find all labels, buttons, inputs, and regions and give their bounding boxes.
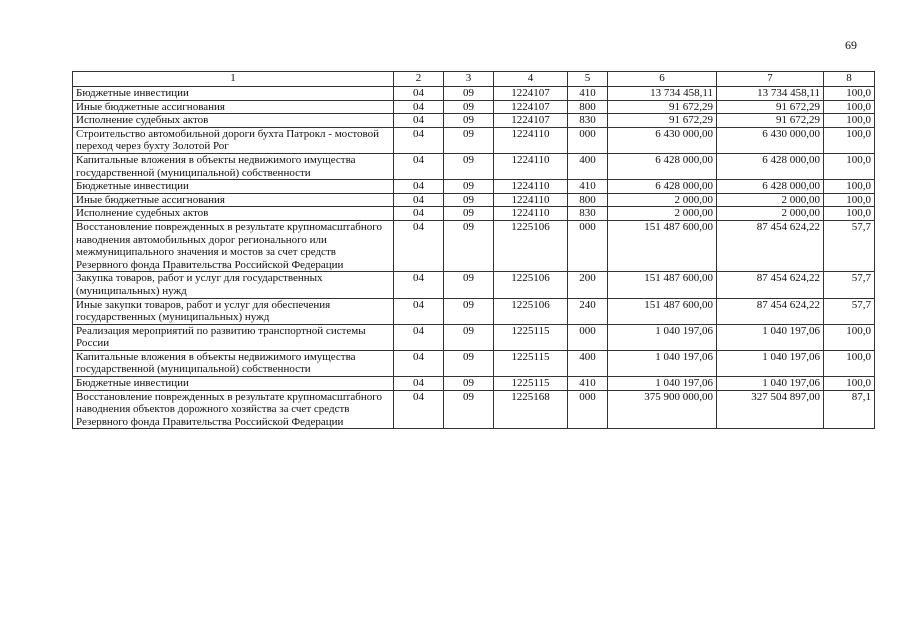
cell-col4: 1224110 (494, 153, 568, 179)
cell-col3: 09 (444, 153, 494, 179)
cell-name: Капитальные вложения в объекты недвижимого имущества государственной (муниципальной) собственности (73, 153, 394, 179)
cell-col6: 151 487 600,00 (608, 272, 717, 298)
cell-col2: 04 (394, 324, 444, 350)
cell-col4: 1224110 (494, 180, 568, 194)
table-header-row (73, 72, 875, 87)
cell-col5: 200 (568, 272, 608, 298)
cell-col5: 830 (568, 207, 608, 221)
cell-col2: 04 (394, 298, 444, 324)
cell-col4: 1225115 (494, 324, 568, 350)
cell-col2: 04 (394, 180, 444, 194)
cell-col7: 91 672,29 (717, 114, 824, 128)
cell-col4: 1225168 (494, 390, 568, 429)
cell-name: Иные бюджетные ассигнования (73, 193, 394, 207)
cell-col5: 000 (568, 324, 608, 350)
page-number: 69 (845, 38, 857, 52)
cell-col6: 151 487 600,00 (608, 298, 717, 324)
cell-col6: 1 040 197,06 (608, 350, 717, 376)
cell-col6: 1 040 197,06 (608, 324, 717, 350)
cell-col8: 100,0 (824, 350, 875, 376)
column-header: 4 (494, 72, 568, 87)
cell-col3: 09 (444, 100, 494, 114)
cell-col8: 87,1 (824, 390, 875, 429)
cell-col7: 87 454 624,22 (717, 220, 824, 271)
cell-col6: 151 487 600,00 (608, 220, 717, 271)
cell-col8: 100,0 (824, 377, 875, 391)
cell-col3: 09 (444, 180, 494, 194)
cell-col6: 91 672,29 (608, 114, 717, 128)
cell-col6: 91 672,29 (608, 100, 717, 114)
cell-col7: 87 454 624,22 (717, 272, 824, 298)
cell-col6: 6 428 000,00 (608, 153, 717, 179)
cell-col4: 1224110 (494, 207, 568, 221)
cell-name: Исполнение судебных актов (73, 114, 394, 128)
cell-name: Капитальные вложения в объекты недвижимого имущества государственной (муниципальной) собственности (73, 350, 394, 376)
cell-col8: 100,0 (824, 180, 875, 194)
cell-col7: 2 000,00 (717, 193, 824, 207)
cell-col6: 375 900 000,00 (608, 390, 717, 429)
cell-name: Реализация мероприятий по развитию транспортной системы России (73, 324, 394, 350)
cell-col2: 04 (394, 350, 444, 376)
cell-col5: 410 (568, 87, 608, 101)
cell-col7: 6 428 000,00 (717, 153, 824, 179)
cell-col5: 830 (568, 114, 608, 128)
cell-col7: 6 430 000,00 (717, 127, 824, 153)
cell-col5: 000 (568, 127, 608, 153)
table-row (73, 180, 875, 194)
cell-col4: 1225106 (494, 298, 568, 324)
cell-col4: 1225115 (494, 377, 568, 391)
cell-col4: 1225115 (494, 350, 568, 376)
cell-col7: 13 734 458,11 (717, 87, 824, 101)
column-header: 6 (608, 72, 717, 87)
table-row (73, 193, 875, 207)
cell-col5: 240 (568, 298, 608, 324)
cell-col2: 04 (394, 87, 444, 101)
cell-col6: 13 734 458,11 (608, 87, 717, 101)
cell-name: Иные бюджетные ассигнования (73, 100, 394, 114)
cell-col3: 09 (444, 272, 494, 298)
cell-name: Иные закупки товаров, работ и услуг для обеспечения государственных (муниципальных) нужд (73, 298, 394, 324)
cell-col5: 410 (568, 377, 608, 391)
cell-col3: 09 (444, 298, 494, 324)
cell-col2: 04 (394, 153, 444, 179)
cell-col4: 1225106 (494, 272, 568, 298)
cell-col7: 327 504 897,00 (717, 390, 824, 429)
cell-col7: 6 428 000,00 (717, 180, 824, 194)
column-header: 5 (568, 72, 608, 87)
cell-col3: 09 (444, 324, 494, 350)
cell-col8: 57,7 (824, 298, 875, 324)
cell-name: Бюджетные инвестиции (73, 180, 394, 194)
cell-col8: 100,0 (824, 324, 875, 350)
cell-name: Строительство автомобильной дороги бухта Патрокл - мостовой переход через бухту Золотой Рог (73, 127, 394, 153)
cell-col4: 1225106 (494, 220, 568, 271)
column-header: 7 (717, 72, 824, 87)
table-row (73, 207, 875, 221)
cell-col3: 09 (444, 220, 494, 271)
table-row (73, 87, 875, 101)
cell-col2: 04 (394, 127, 444, 153)
cell-col8: 100,0 (824, 153, 875, 179)
cell-col6: 6 430 000,00 (608, 127, 717, 153)
cell-col5: 400 (568, 153, 608, 179)
cell-col3: 09 (444, 193, 494, 207)
cell-col7: 1 040 197,06 (717, 377, 824, 391)
cell-name: Восстановление поврежденных в результате крупномасштабного наводнения объектов дорожного хозяйства за счет средств Резервного фонда Правительства Российской Федерации (73, 390, 394, 429)
cell-col7: 91 672,29 (717, 100, 824, 114)
column-header: 1 (73, 72, 394, 87)
cell-col8: 100,0 (824, 193, 875, 207)
cell-col2: 04 (394, 114, 444, 128)
cell-col5: 410 (568, 180, 608, 194)
column-header: 3 (444, 72, 494, 87)
cell-col7: 2 000,00 (717, 207, 824, 221)
cell-col8: 57,7 (824, 272, 875, 298)
cell-name: Бюджетные инвестиции (73, 87, 394, 101)
cell-col8: 100,0 (824, 207, 875, 221)
cell-col8: 100,0 (824, 127, 875, 153)
cell-col2: 04 (394, 377, 444, 391)
table-row (73, 350, 875, 376)
cell-col6: 6 428 000,00 (608, 180, 717, 194)
cell-col6: 2 000,00 (608, 207, 717, 221)
table-row (73, 114, 875, 128)
cell-col5: 000 (568, 390, 608, 429)
column-header: 8 (824, 72, 875, 87)
cell-col5: 400 (568, 350, 608, 376)
cell-col3: 09 (444, 350, 494, 376)
cell-col6: 2 000,00 (608, 193, 717, 207)
cell-col5: 800 (568, 100, 608, 114)
cell-col2: 04 (394, 100, 444, 114)
cell-name: Восстановление поврежденных в результате крупномасштабного наводнения автомобильных дорог регионального или межмуниципального значения и мостов за счет средств Резервного фонда Правительства Российской Федерации (73, 220, 394, 271)
cell-col4: 1224110 (494, 193, 568, 207)
cell-col4: 1224107 (494, 100, 568, 114)
cell-col6: 1 040 197,06 (608, 377, 717, 391)
cell-col2: 04 (394, 193, 444, 207)
table-row (73, 377, 875, 391)
cell-col8: 100,0 (824, 100, 875, 114)
column-header: 2 (394, 72, 444, 87)
cell-col7: 87 454 624,22 (717, 298, 824, 324)
cell-col5: 000 (568, 220, 608, 271)
table-row (73, 127, 875, 153)
cell-col3: 09 (444, 390, 494, 429)
cell-col2: 04 (394, 220, 444, 271)
cell-col3: 09 (444, 207, 494, 221)
table-row (73, 153, 875, 179)
table-row (73, 390, 875, 429)
cell-col3: 09 (444, 87, 494, 101)
cell-name: Исполнение судебных актов (73, 207, 394, 221)
cell-col4: 1224110 (494, 127, 568, 153)
table-row (73, 272, 875, 298)
cell-col5: 800 (568, 193, 608, 207)
cell-col2: 04 (394, 272, 444, 298)
table-row (73, 100, 875, 114)
cell-name: Бюджетные инвестиции (73, 377, 394, 391)
cell-col3: 09 (444, 377, 494, 391)
cell-col2: 04 (394, 207, 444, 221)
cell-col4: 1224107 (494, 114, 568, 128)
cell-col3: 09 (444, 127, 494, 153)
table-row (73, 298, 875, 324)
cell-col7: 1 040 197,06 (717, 350, 824, 376)
cell-col2: 04 (394, 390, 444, 429)
budget-table (72, 71, 875, 429)
table-row (73, 220, 875, 271)
cell-col8: 100,0 (824, 114, 875, 128)
cell-col7: 1 040 197,06 (717, 324, 824, 350)
cell-col8: 57,7 (824, 220, 875, 271)
cell-name: Закупка товаров, работ и услуг для государственных (муниципальных) нужд (73, 272, 394, 298)
cell-col3: 09 (444, 114, 494, 128)
table-row (73, 324, 875, 350)
cell-col4: 1224107 (494, 87, 568, 101)
cell-col8: 100,0 (824, 87, 875, 101)
